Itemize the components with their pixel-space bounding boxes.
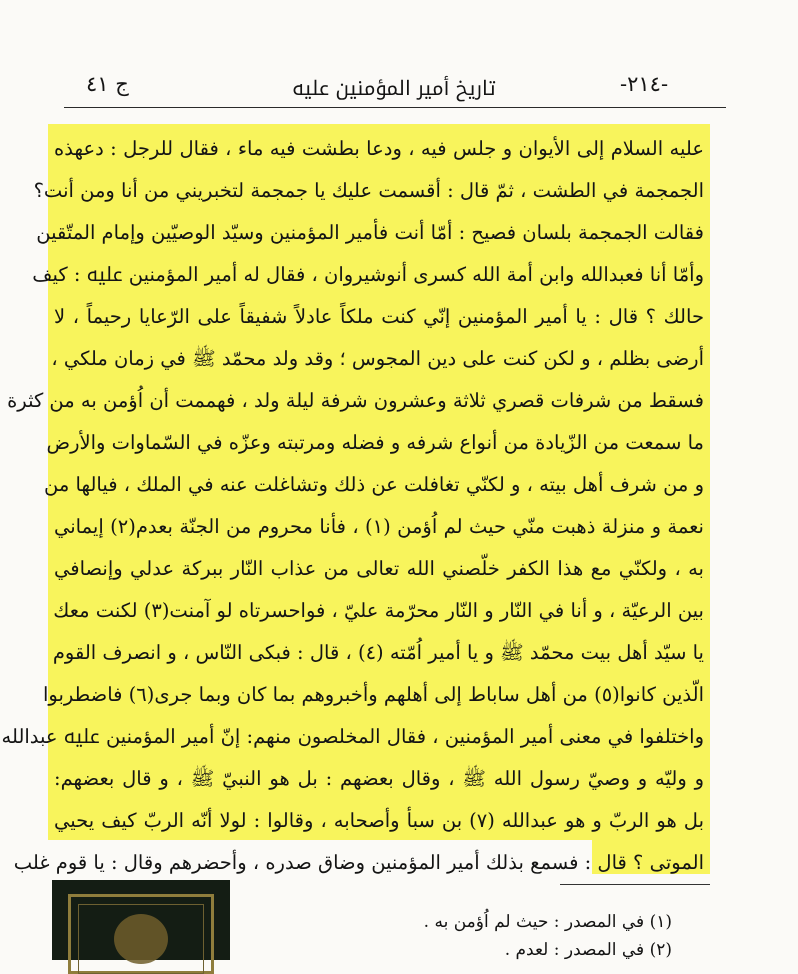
running-header	[0, 70, 798, 104]
footnotes	[380, 908, 672, 964]
body-text	[1, 128, 704, 884]
text-line: أرضى بظلم ، و لكن كنت على دين المجوس ؛ وقد ولد محمّد ﷺ في زمان ملكي ،	[51, 347, 704, 370]
text-line: يا سيّد أهل بيت محمّد ﷺ و يا أمير اُمّته (٤) ، قال : فبكى النّاس ، و انصرف القوم	[52, 641, 704, 664]
text-line: عليه السلام إلى الأيوان و جلس فيه ، ودعا بطشت فيه ماء ، فقال للرجل : دعهذه	[54, 137, 704, 160]
footnote: (١) في المصدر : حيث لم اُؤمن به .	[423, 912, 672, 932]
text-line: واختلفوا في معنى أمير المؤمنين ، فقال المخلصون منهم: إنّ أمير المؤمنين ﷷ عبدالله	[1, 725, 704, 748]
text-line: فسقط من شرفات قصري ثلاثة وعشرون شرفة ليلة ولد ، فهممت أن اُؤمن به من كثرة	[7, 389, 704, 412]
text-line: به ، ولكنّي مع هذا الكفر خلّصني الله تعالى من عذاب النّار ببركة عدلي وإنصافي	[54, 557, 704, 580]
volume-number: ج ٤١	[86, 72, 129, 96]
text-line: الجمجمة في الطشت ، ثمّ قال : أقسمت عليك يا جمجمة لتخبريني من أنا ومن أنت؟	[33, 179, 704, 202]
footnote-rule	[560, 884, 710, 885]
page-number: -٢١٤-	[620, 72, 669, 96]
text-line: بل هو الربّ و هو عبدالله (٧) بن سبأ وأصحابه ، وقالوا : لولا أنّه الربّ كيف يحيي	[54, 809, 704, 832]
text-line: حالك ؟ قال : يا أمير المؤمنين إنّي كنت ملكاً عادلاً شفيقاً على الرّعايا رحيماً ، لا	[54, 305, 704, 328]
text-line: بين الرعيّة ، و أنا في النّار و النّار محرّمة عليّ ، فواحسرتاه لو آمنت(٣) لكنت معك	[53, 599, 704, 622]
text-line: الّذين كانوا(٥) من أهل ساباط إلى أهلهم وأخبروهم بما كان وبما جرى(٦) فاضطربوا	[42, 683, 704, 706]
book-cover-thumbnail	[52, 880, 230, 960]
book-cover-medallion	[114, 914, 168, 964]
text-line: و وليّه و وصيّ رسول الله ﷺ ، وقال بعضهم : بل هو النبيّ ﷺ ، و قال بعضهم:	[54, 767, 704, 790]
text-line: الموتى ؟ قال : فسمع بذلك أمير المؤمنين وضاق صدره ، وأحضرهم وقال : يا قوم غلب	[13, 851, 704, 874]
footnote: (٢) في المصدر : لعدم .	[504, 940, 672, 960]
book-title: تاريخ أمير المؤمنين ﷷ	[292, 76, 496, 100]
text-line: نعمة و منزلة ذهبت منّي حيث لم اُؤمن (١) ، فأنا محروم من الجنّة بعدم(٢) إيماني	[54, 515, 704, 538]
header-rule	[64, 107, 726, 108]
text-line: وأمّا أنا فعبدالله وابن أمة الله كسرى أنوشيروان ، فقال له أمير المؤمنين ﷷ : كيف	[32, 263, 704, 286]
text-line: فقالت الجمجمة بلسان فصيح : أمّا أنت فأمير المؤمنين وسيّد الوصيّين وإمام المتّقين	[36, 221, 704, 244]
text-line: ما سمعت من الزّيادة من أنواع شرفه و فضله ومرتبته وعزّه في السّماوات والأرض	[46, 431, 704, 454]
text-line: و من شرف أهل بيته ، و لكنّي تغافلت عن ذلك وتشاغلت عنه في الملك ، فيالها من	[44, 473, 704, 496]
